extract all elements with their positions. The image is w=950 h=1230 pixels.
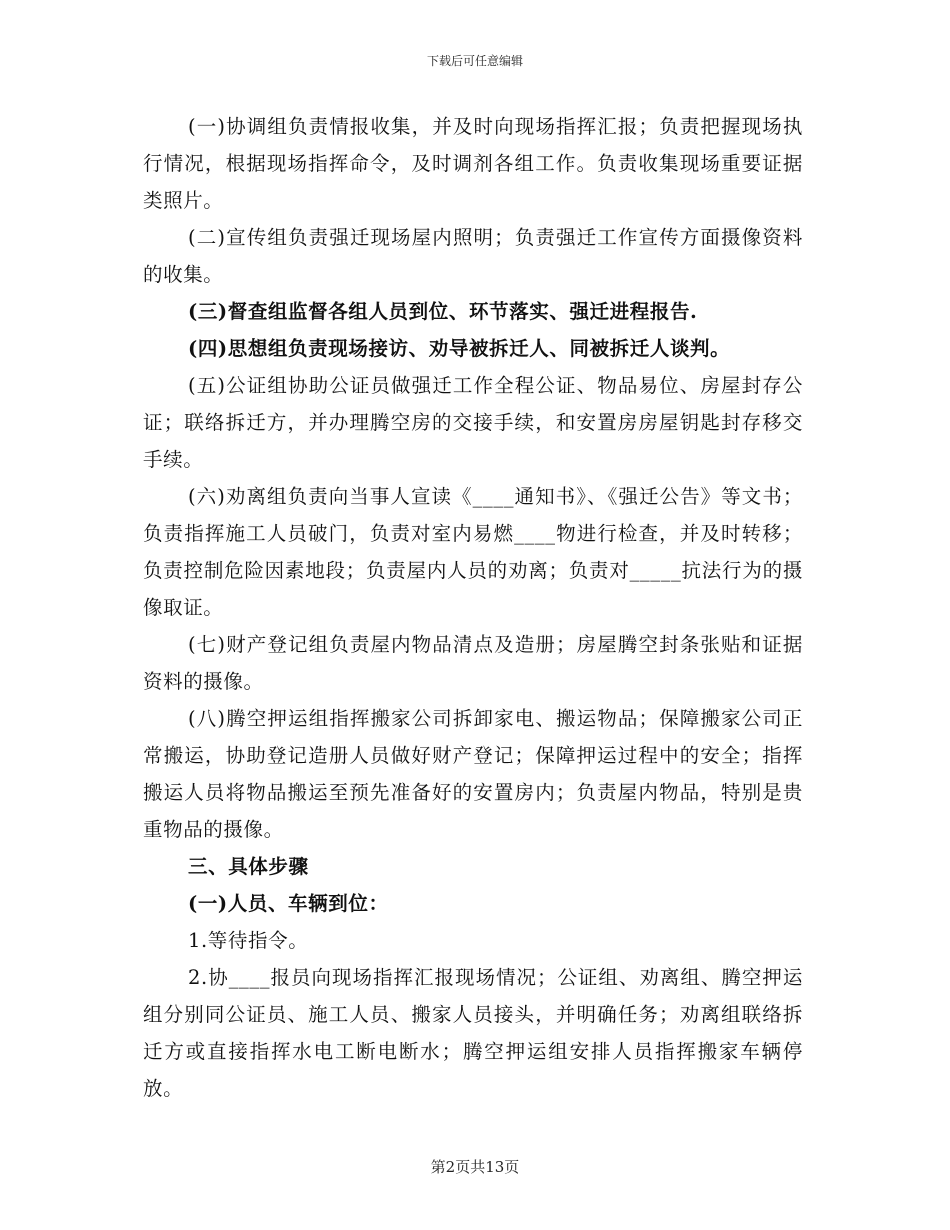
paragraph-persuasion-group: (六)劝离组负责向当事人宣读《____通知书》、《强迁公告》等文书；负责指挥施工人员破门，负责对室内易燃____物进行检查，并及时转移；负责控制危险因素地段；负责屋内人员的劝离；负责对_____抗法行为的摄像取证。 (143, 485, 803, 619)
step-item-2: 2.协____报员向现场指挥汇报现场情况；公证组、劝离组、腾空押运组分别同公证员、施工人员、搬家人员接头，并明确任务；劝离组联络拆迁方或直接指挥水电工断电断水；腾空押运组安排人员指挥搬家车辆停放。 (143, 966, 803, 1100)
paragraph-escort-group: (八)腾空押运组指挥搬家公司拆卸家电、搬运物品；保障搬家公司正常搬运，协助登记造册人员做好财产登记；保障押运过程中的安全；指挥搬运人员将物品搬运至预先准备好的安置房内；负责屋内物品，特别是贵重物品的摄像。 (143, 707, 803, 841)
section-heading-steps: 三、具体步骤 (188, 855, 309, 878)
paragraph-ideology-group: (四)思想组负责现场接访、劝导被拆迁人、同被拆迁人谈判。 (188, 337, 731, 360)
document-body (143, 108, 803, 1107)
subheading-personnel-vehicles: (一)人员、车辆到位： (188, 892, 389, 915)
paragraph-property-registration-group: (七)财产登记组负责屋内物品清点及造册；房屋腾空封条张贴和证据资料的摄像。 (143, 633, 803, 693)
paragraph-coordination-group: (一)协调组负责情报收集，并及时向现场指挥汇报；负责把握现场执行情况，根据现场指挥命令，及时调剂各组工作。负责收集现场重要证据类照片。 (143, 115, 803, 212)
page-footer: 第2页共13页 (430, 1158, 520, 1176)
step-item-1: 1.等待指令。 (188, 929, 309, 952)
paragraph-publicity-group: (二)宣传组负责强迁现场屋内照明；负责强迁工作宣传方面摄像资料的收集。 (143, 226, 803, 286)
paragraph-notary-group: (五)公证组协助公证员做强迁工作全程公证、物品易位、房屋封存公证；联络拆迁方，并办理腾空房的交接手续，和安置房房屋钥匙封存移交手续。 (143, 374, 803, 471)
paragraph-supervision-group: (三)督查组监督各组人员到位、环节落实、强迁进程报告. (188, 300, 698, 323)
page-header: 下载后可任意编辑 (426, 54, 523, 68)
